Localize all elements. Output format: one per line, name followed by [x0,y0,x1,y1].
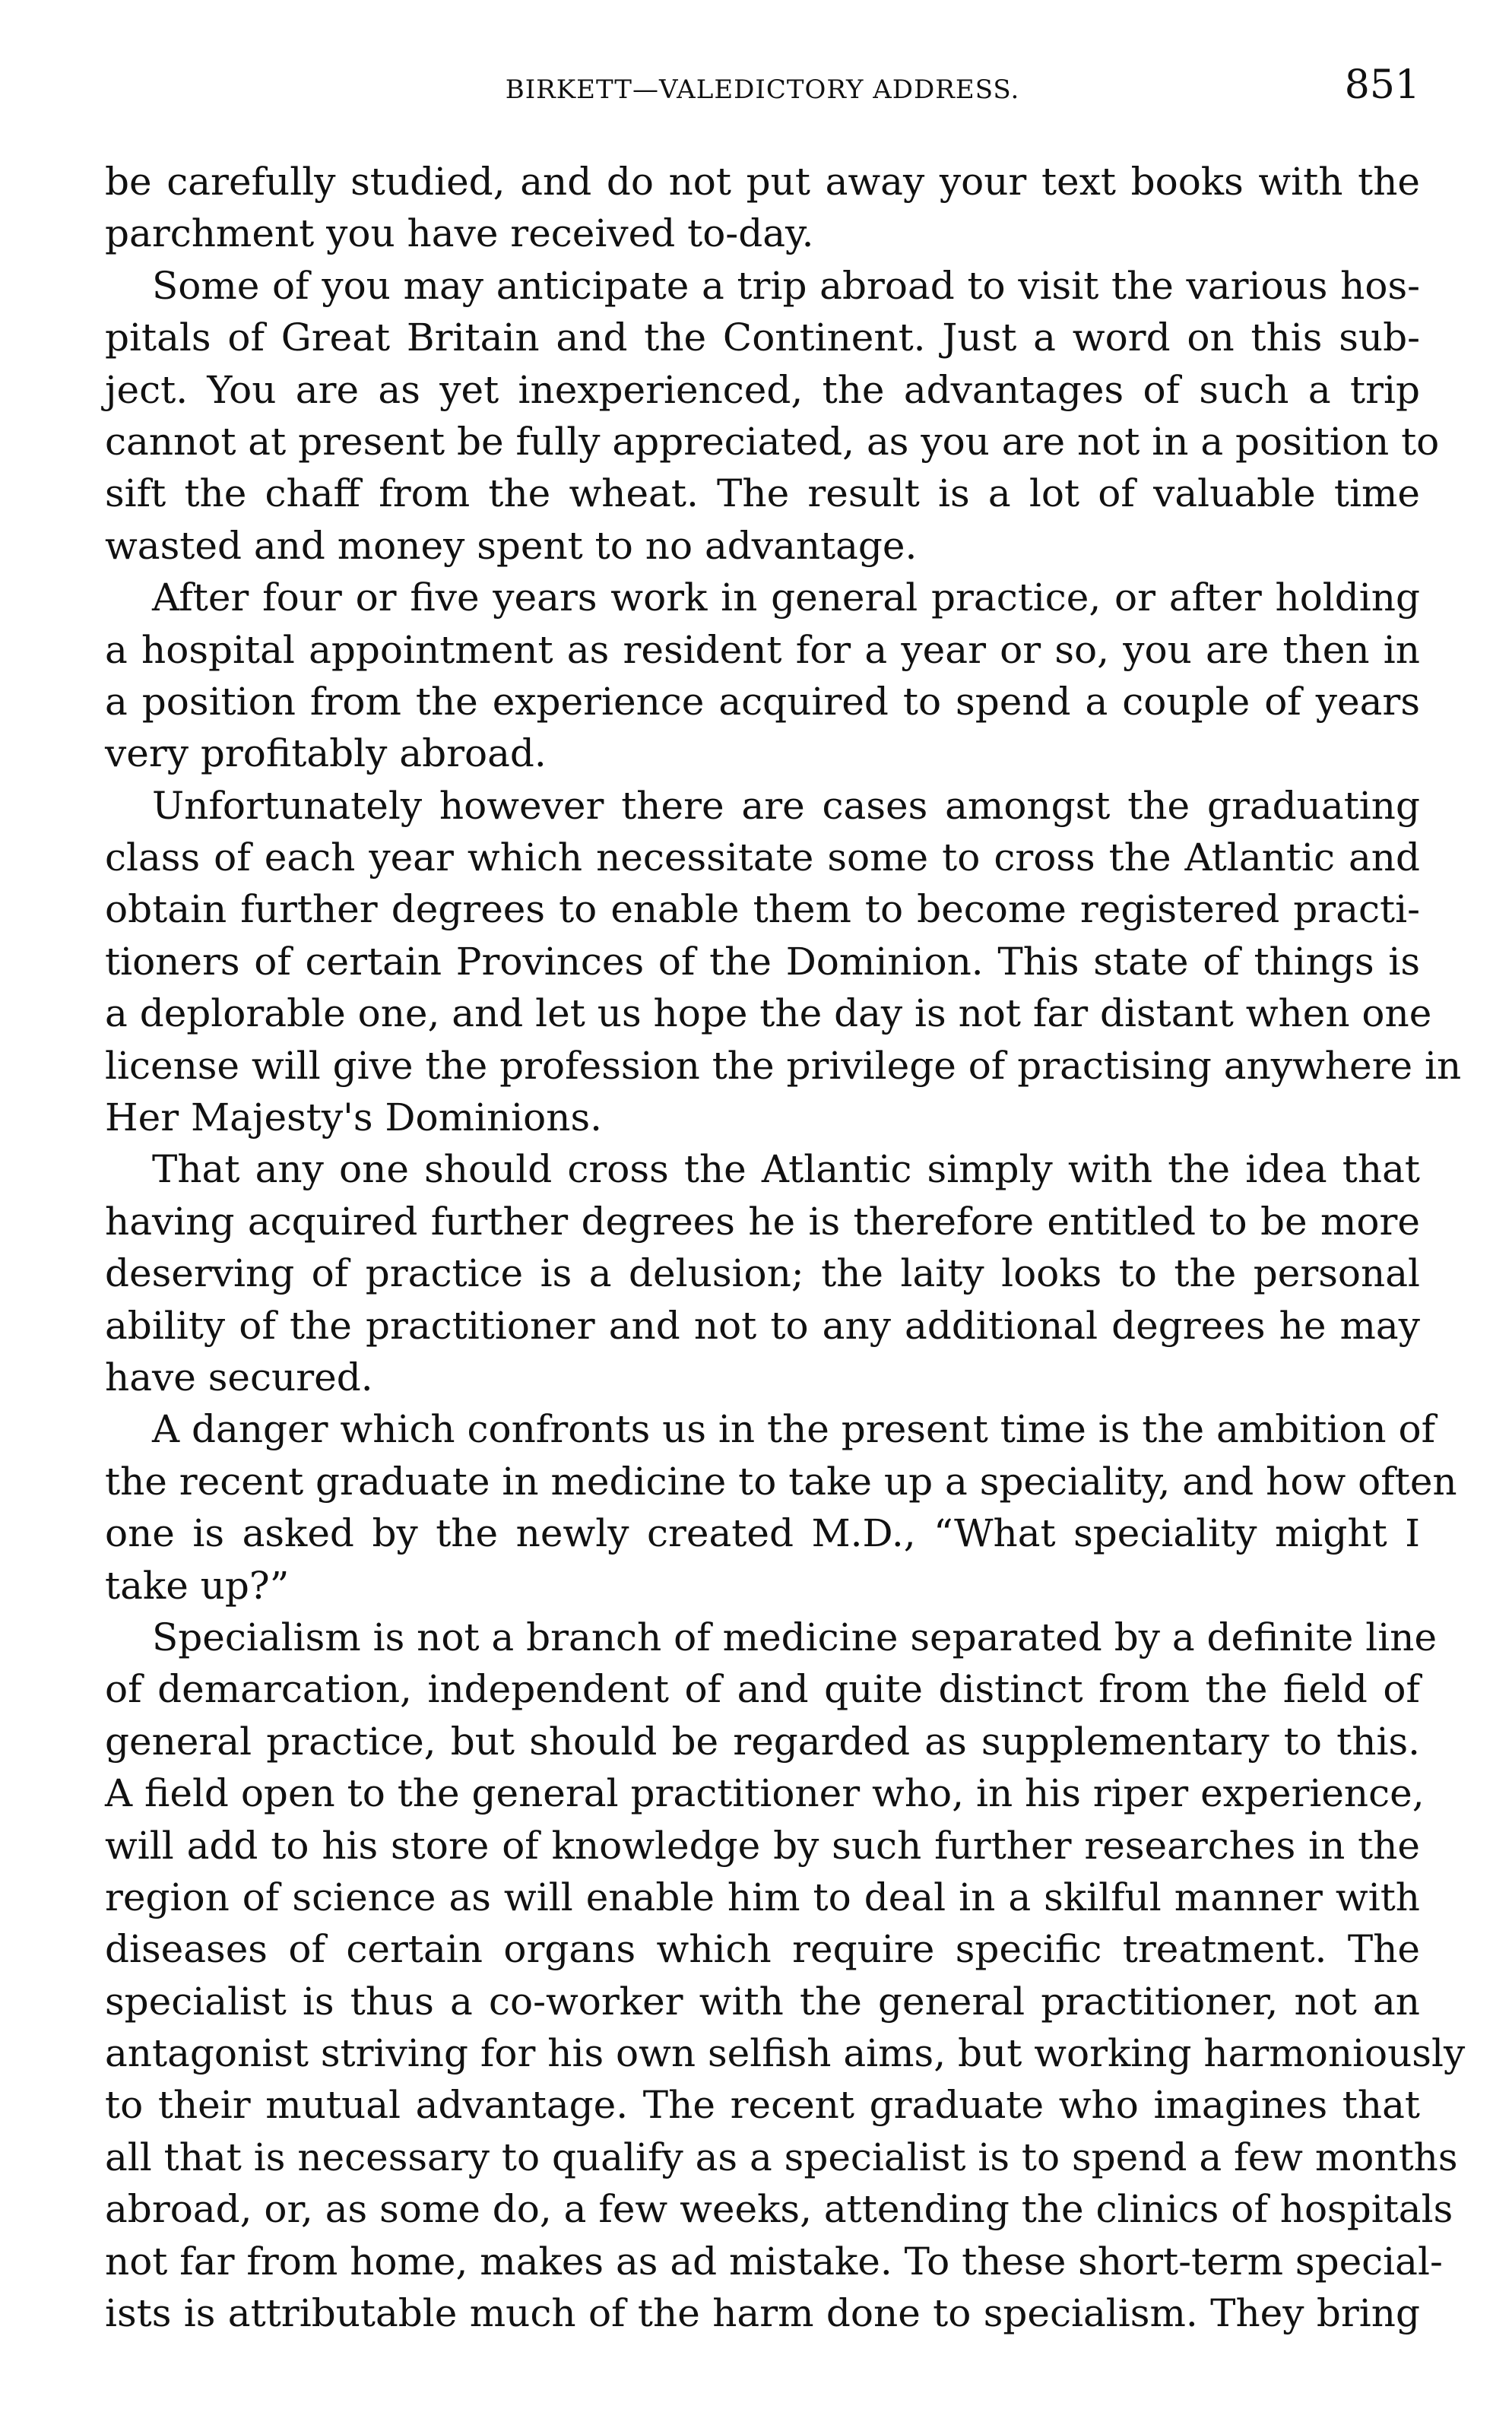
text-line: very profitably abroad. [105,731,547,776]
text-line: ject. You are as yet inexperienced, the advantages of such a trip [105,367,1420,412]
text-line: Her Majesty's Dominions. [105,1095,603,1140]
text-line: antagonist striving for his own selfish aims, but working harmoniously [105,2031,1466,2076]
text-line: the recent graduate in medicine to take up a speciality, and how often [105,1459,1457,1504]
text-line: a deplorable one, and let us hope the day is not far distant when one [105,991,1432,1036]
text-line: parchment you have received to-day. [105,211,814,256]
text-line: not far from home, makes as ad mistake. To these short-term special- [105,2239,1443,2284]
text-line: That any one should cross the Atlantic simply with the idea that [152,1147,1420,1192]
text-line: class of each year which necessitate some to cross the Atlantic and [105,835,1420,880]
body-text [105,156,1466,2339]
text-line: Specialism is not a branch of medicine separated by a definite line [152,1615,1438,1659]
text-line: having acquired further degrees he is therefore entitled to be more [105,1199,1420,1244]
text-line: ability of the practitioner and not to any additional degrees he may [105,1303,1420,1348]
text-line: sift the chaff from the wheat. The result is a lot of valuable time [105,471,1420,516]
text-line: wasted and money spent to no advantage. [105,523,918,568]
text-line: abroad, or, as some do, a few weeks, attending the clinics of hospitals [105,2187,1453,2232]
text-line: tioners of certain Provinces of the Dominion. This state of things is [105,939,1420,984]
text-line: specialist is thus a co-worker with the general practitioner, not an [105,1979,1420,2024]
text-line: general practice, but should be regarded as supplementary to this. [105,1719,1420,1764]
text-line: a hospital appointment as resident for a year or so, you are then in [105,627,1420,672]
text-line: all that is necessary to qualify as a specialist is to spend a few months [105,2135,1458,2179]
text-line: deserving of practice is a delusion; the laity looks to the personal [105,1251,1420,1296]
text-line: take up?” [105,1563,290,1608]
text-line: of demarcation, independent of and quite distinct from the field of [105,1667,1420,1712]
text-line: have secured. [105,1355,373,1399]
text-line: Some of you may anticipate a trip abroad to visit the various hos- [152,263,1420,308]
text-line: ists is attributable much of the harm done to specialism. They bring [105,2291,1420,2336]
text-line: obtain further degrees to enable them to become registered practi- [105,887,1420,932]
running-header [105,61,1420,122]
text-line: to their mutual advantage. The recent graduate who imagines that [105,2083,1420,2128]
text-line: cannot at present be fully appreciated, as you are not in a position to [105,419,1440,464]
text-line: one is asked by the newly created M.D., “What speciality might I [105,1511,1420,1556]
text-line: will add to his store of knowledge by such further researches in the [105,1823,1420,1868]
text-line: diseases of certain organs which require specific treatment. The [105,1927,1420,1972]
text-line: license will give the profession the privilege of practising anywhere in [105,1043,1462,1088]
text-line: a position from the experience acquired to spend a couple of years [105,679,1420,724]
text-line: A field open to the general practitioner who, in his riper experience, [105,1771,1425,1816]
text-line: A danger which confronts us in the present time is the ambition of [152,1407,1436,1452]
text-line: Unfortunately however there are cases amongst the graduating [152,783,1420,828]
text-line: After four or five years work in general practice, or after holding [152,575,1420,620]
page-number: 851 [1344,62,1420,108]
text-line: region of science as will enable him to deal in a skilful manner with [105,1875,1420,1919]
running-title: BIRKETT—VALEDICTORY ADDRESS. [505,74,1020,105]
text-line: pitals of Great Britain and the Continent. Just a word on this sub- [105,315,1420,360]
text-line: be carefully studied, and do not put away your text books with the [105,160,1420,204]
